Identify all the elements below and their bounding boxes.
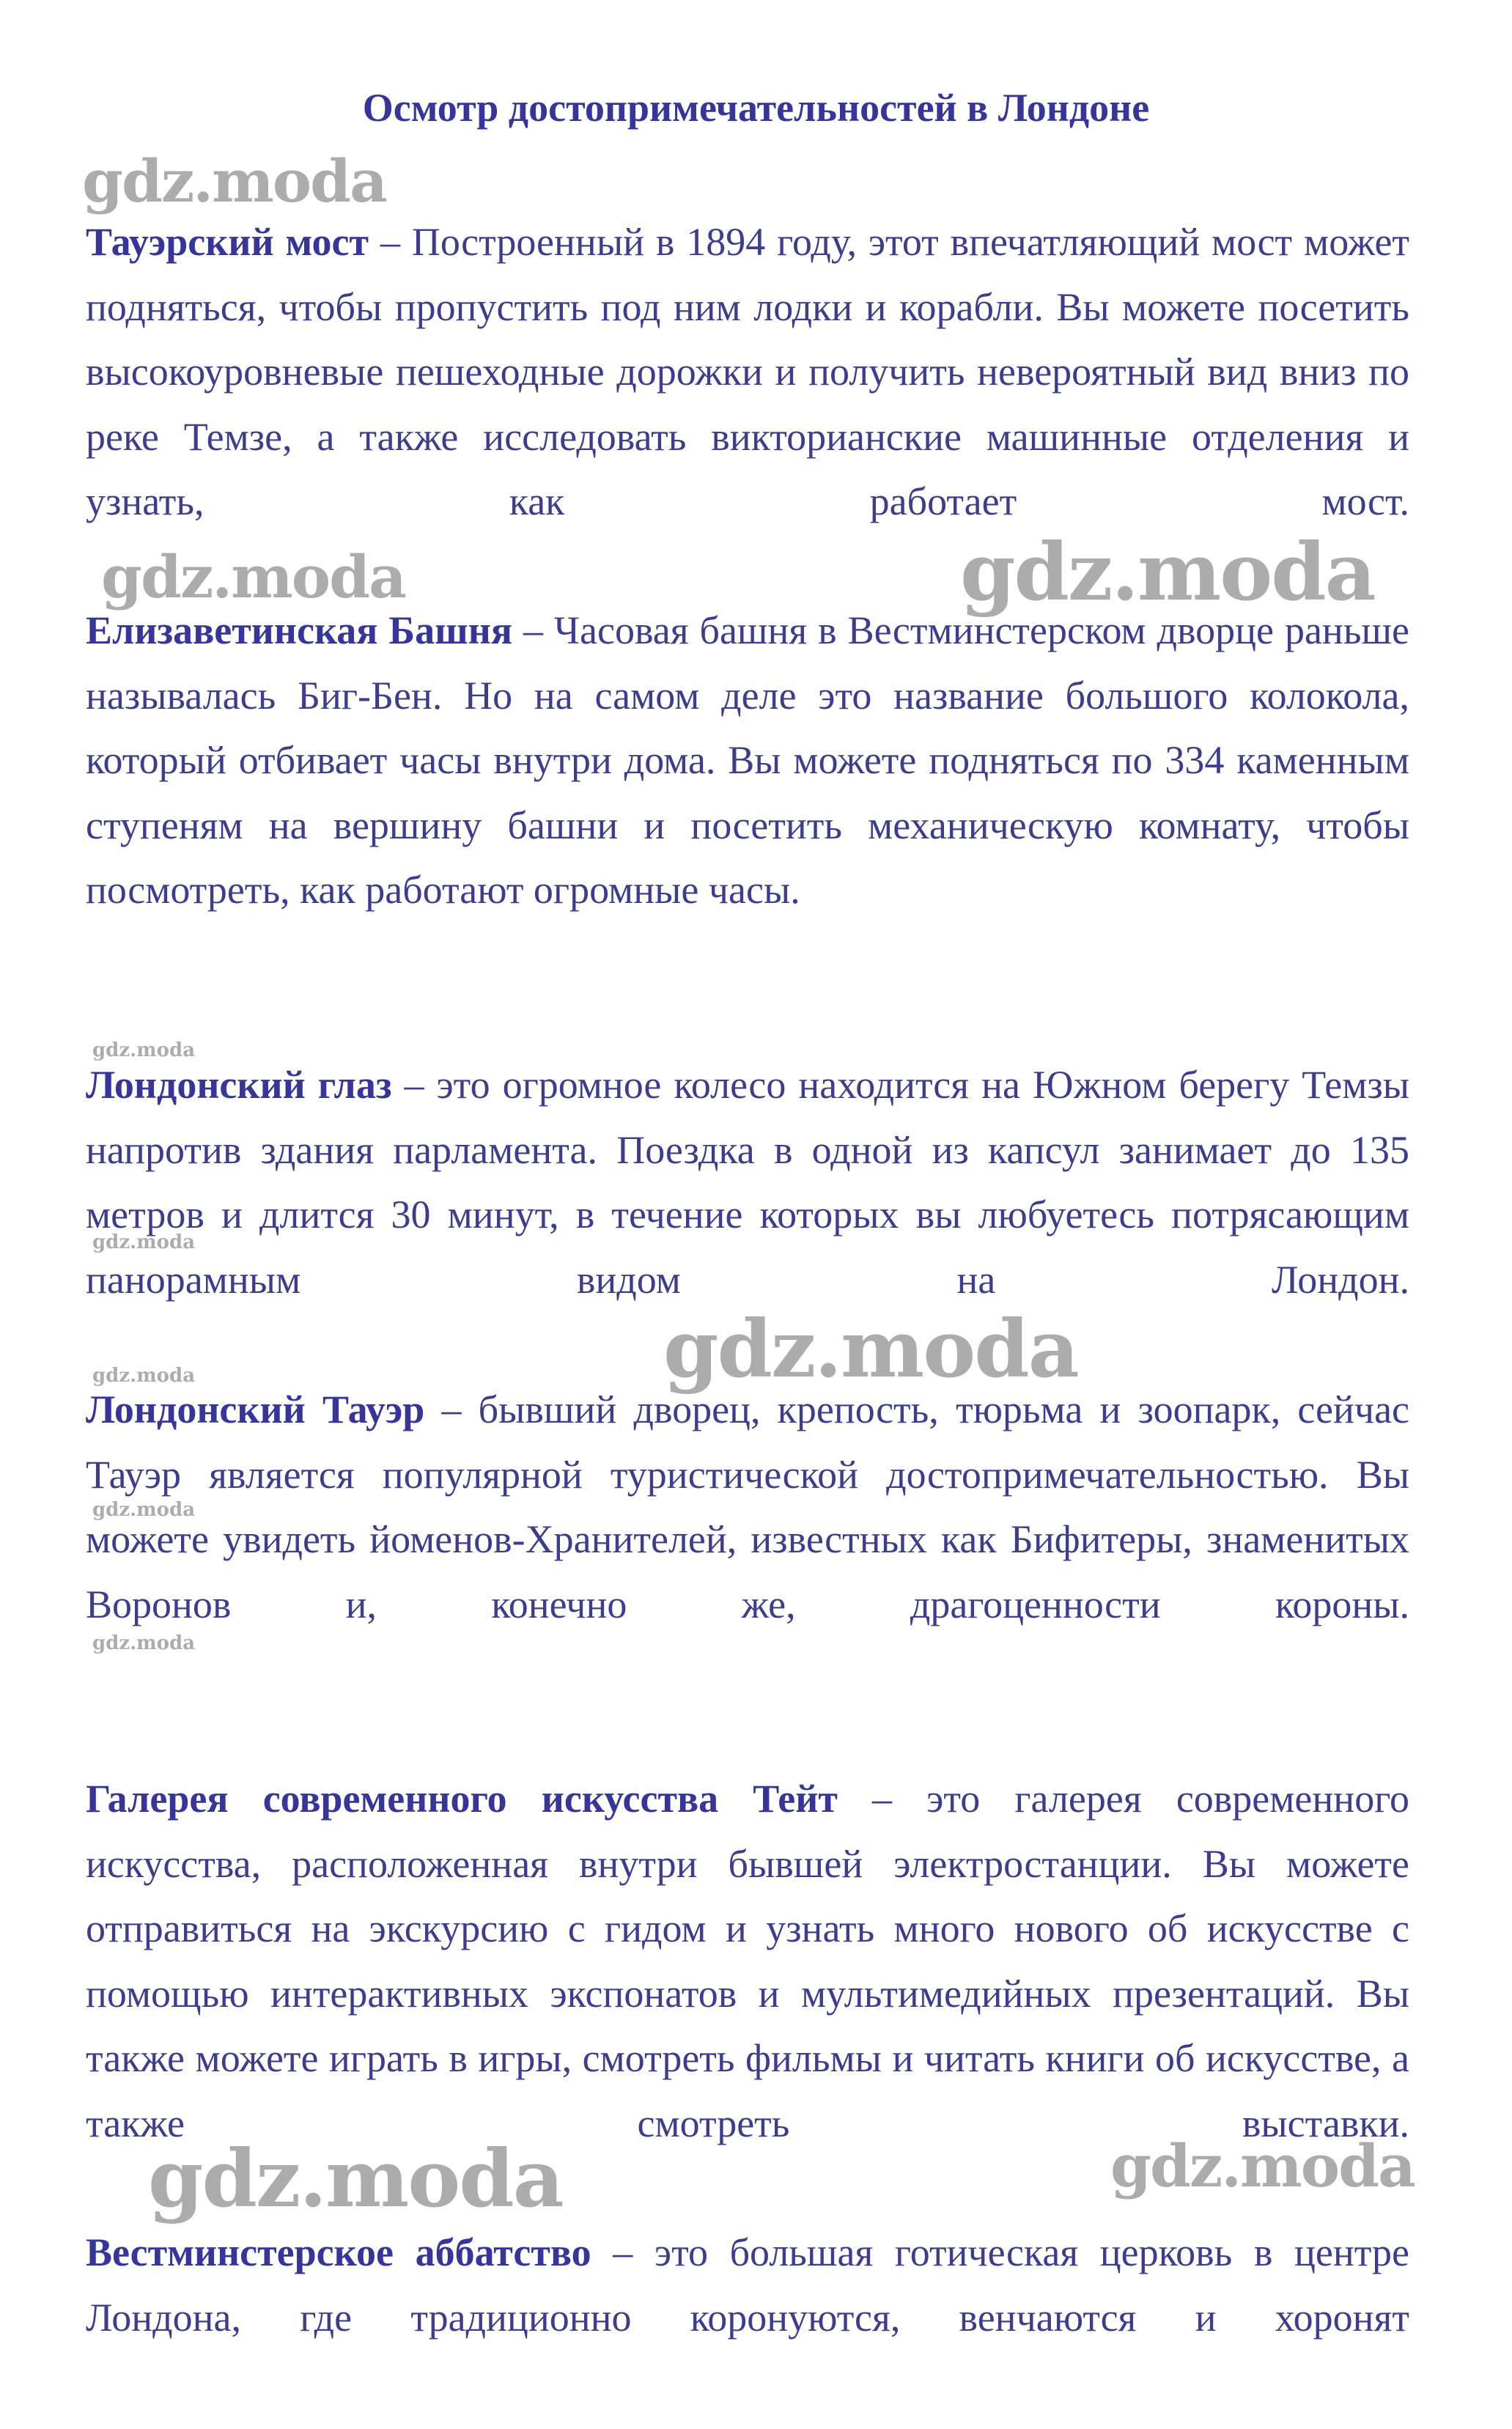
- section-text: – это большая готическая церковь в центре Лондона, где традиционно коронуются, венчаются и хоронят: [86, 2230, 1409, 2340]
- watermark-logo: gdz.moda: [663, 1303, 1078, 1396]
- watermark-logo: gdz.moda: [92, 1499, 196, 1521]
- watermark-logo: gdz.moda: [1110, 2131, 1415, 2200]
- section-term: Лондонский Тауэр: [86, 1387, 425, 1431]
- watermark-logo: gdz.moda: [148, 2133, 563, 2225]
- section-term: Вестминстерское аббатство: [86, 2230, 591, 2274]
- section-term: Елизаветинская Башня: [86, 608, 513, 652]
- section-term: Лондонский глаз: [86, 1063, 392, 1107]
- section-westminster-abbey: [86, 2220, 1409, 2350]
- section-text: – Часовая башня в Вестминстерском дворце раньше называлась Биг-Бен. Но на самом деле это название большого колокола, который отбивает часы внутри дома. Вы можете подняться по 334 каменным ступеням на вершину башни и посетить механическую комнату, чтобы посмотреть, как работают огромные часы.: [86, 608, 1409, 912]
- section-text: – это огромное колесо находится на Южном берегу Темзы напротив здания парламента. Поездка в одной из капсул занимает до 135 метров и длится 30 минут, в течение которых вы любуетесь потрясающим панорамным видом на Лондон.: [86, 1063, 1409, 1302]
- section-tower-of-london: [86, 1377, 1409, 1637]
- watermark-logo: gdz.moda: [960, 526, 1375, 619]
- watermark-logo: gdz.moda: [82, 147, 386, 215]
- section-text: – это галерея современного искусства, расположенная внутри бывшей электростанции. Вы можете отправиться на экскурсию с гидом и узнать много нового об искусстве с помощью интерактивных экспонатов и мультимедийных презентаций. Вы также можете играть в игры, смотреть фильмы и читать книги об искусстве, а также смотреть выставки.: [86, 1777, 1409, 2145]
- watermark-logo: gdz.moda: [92, 1231, 196, 1253]
- watermark-logo: gdz.moda: [101, 542, 405, 611]
- section-tate-modern: [86, 1766, 1409, 2156]
- section-london-eye: [86, 1053, 1409, 1312]
- watermark-logo: gdz.moda: [92, 1632, 196, 1654]
- watermark-logo: gdz.moda: [92, 1365, 196, 1387]
- watermark-logo: gdz.moda: [92, 1039, 196, 1061]
- page-title: Осмотр достопримечательностей в Лондоне: [362, 86, 1150, 130]
- section-text: – бывший дворец, крепость, тюрьма и зоопарк, сейчас Тауэр является популярной туристической достопримечательностью. Вы можете увидеть йоменов-Хранителей, известных как Бифитеры, знаменитых Воронов и, конечно же, драгоценности короны.: [86, 1387, 1409, 1626]
- section-tower-bridge: [86, 210, 1409, 534]
- section-term: Тауэрский мост: [86, 220, 369, 264]
- section-term: Галерея современного искусства Тейт: [86, 1777, 838, 1821]
- section-elizabeth-tower: [86, 598, 1409, 923]
- section-text: – Построенный в 1894 году, этот впечатляющий мост может подняться, чтобы пропустить под ним лодки и корабли. Вы можете посетить высокоуровневые пешеходные дорожки и получить невероятный вид вниз по реке Темзе, а также исследовать викторианские машинные отделения и узнать, как работает мост.: [86, 220, 1410, 523]
